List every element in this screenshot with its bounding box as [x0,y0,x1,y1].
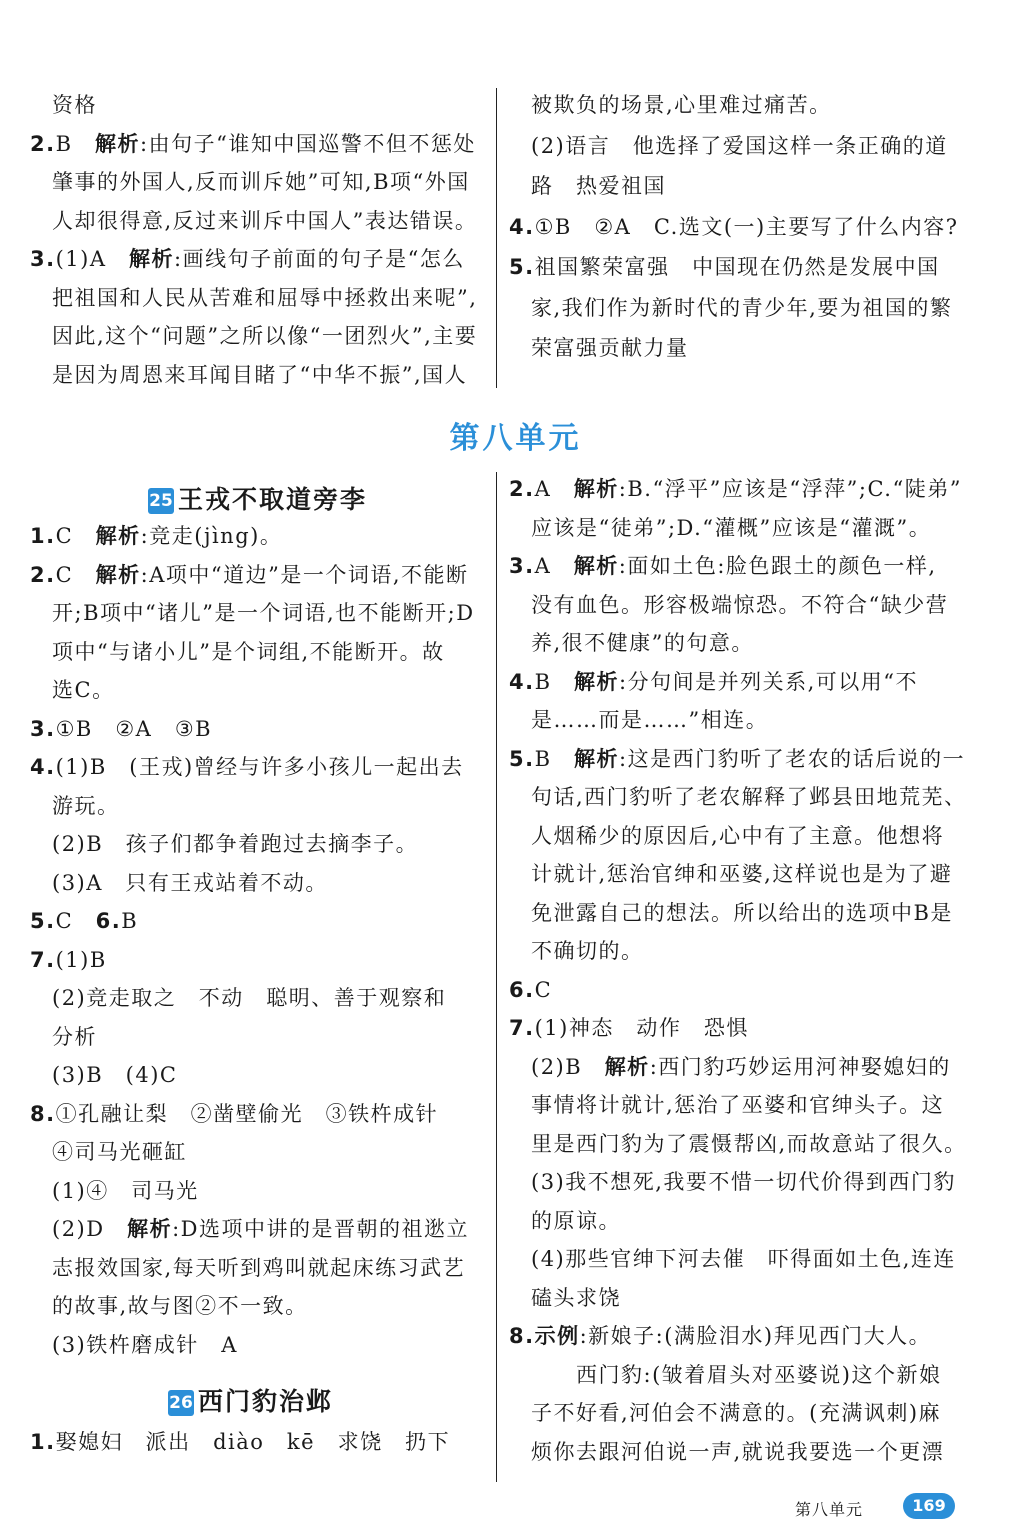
line-text: :由句子“谁知中国巡警不但不惩处 [140,131,476,156]
line-text: :这是西门豹听了老农的话后说的一 [619,746,966,771]
line-text: (2)竞走取之 不动 聪明、善于观察和 [52,986,447,1010]
answer-line [30,906,138,936]
answer-choice: A [534,554,552,578]
question-number: 2. [30,131,56,156]
line-text: :画线句子前面的句子是“怎么 [174,247,465,271]
line-text: ①B ②A C.选文(一)主要写了什么内容? [534,214,959,239]
line-text: 句话,西门豹听了老农解释了邺县田地荒芜、 [531,785,967,809]
answer-choice: B [534,669,552,694]
line-text: 是……而是……”相连。 [531,708,769,732]
line-text: ①孔融让梨 ②凿壁偷光 ③铁杵成针 [55,1101,439,1126]
question-number: 4. [509,669,535,694]
line-text: 肇事的外国人,反而训斥她”可知,B项“外国 [52,170,470,194]
answer-line [30,129,476,159]
answer-line [531,1283,621,1313]
answer-line [509,744,965,774]
answer-line [509,975,552,1005]
line-text: :面如土色:脸色跟土的颜色一样, [618,554,937,578]
line-text: 人烟稀少的原因后,心中有了主意。他想将 [531,823,945,848]
line-text: ①B ②A ③B [55,716,213,741]
answer-line [52,675,115,705]
line-text: ④司马光砸缸 [52,1140,187,1164]
line-text: 志报效国家,每天听到鸡叫就起床练习武艺 [52,1255,466,1280]
analysis-label: 解析 [129,247,175,271]
line-text: 的原谅。 [531,1208,621,1233]
line-text: :西门豹巧妙运用河神娶媳妇的 [649,1054,951,1079]
question-number: 8. [30,1101,56,1126]
line-text: 应该是“徒弟”;D.“灌概”应该是“灌溉”。 [531,515,932,540]
answer-line [531,936,644,966]
answer-line [531,171,666,201]
section-26-title [168,1382,333,1418]
analysis-label: 解析 [574,746,620,771]
analysis-label: 解析 [95,131,141,156]
line-text: :分句间是并列关系,可以用“不 [619,669,919,694]
answer-line [531,628,754,658]
answer-choice: (2)B [531,1054,583,1079]
line-text: :B.“浮平”应该是“浮萍”;C.“陡弟” [618,477,962,501]
footer-unit-label: 第八单元 [795,1500,864,1519]
line-text: 选C。 [52,678,115,702]
page-number-badge: 169 [903,1493,955,1519]
answer-line [509,212,958,242]
answer-line [531,1244,956,1274]
answer-line [509,474,962,504]
analysis-label: 解析 [95,562,141,587]
main-column-divider [496,472,497,1482]
line-text: 被欺负的场景,心里难过痛苦。 [531,93,832,117]
line-text: 养,很不健康”的句意。 [531,631,754,655]
answer-line [531,590,948,620]
answer-line [531,1129,967,1159]
answer-line [52,360,467,390]
line-text: 的故事,故与图②不一致。 [52,1294,308,1318]
answer-line [52,167,470,197]
answer-line [531,1052,951,1082]
question-number: 4. [509,214,535,239]
analysis-label: 解析 [127,1217,173,1241]
analysis-label: 解析 [95,524,141,548]
answer-line [531,1437,944,1467]
answer-line [30,945,107,975]
answer-line [531,1360,941,1390]
question-number: 3. [30,716,56,741]
line-text: 子不好看,河伯会不满意的。(充满讽刺)麻 [531,1401,942,1425]
answer-line [52,637,445,667]
question-number: 3. [509,554,535,578]
answer-line [52,1022,97,1052]
analysis-label: 解析 [573,477,619,501]
answer-line [531,1167,956,1197]
question-number: 7. [30,947,56,972]
line-text: 计就计,惩治官绅和巫婆,这样说也是为了避 [531,862,953,886]
line-text: (3)我不想死,我要不惜一切代价得到西门豹 [531,1170,956,1194]
question-number: 5. [509,255,535,279]
line-text: (2)语言 他选择了爱国这样一条正确的道 [531,133,948,158]
analysis-label: 解析 [604,1054,650,1079]
line-text: 路 热爱祖国 [531,174,666,198]
line-text: (2)B 孩子们都争着跑过去摘李子。 [52,832,419,856]
line-text: (3)A 只有王戎站着不动。 [52,870,328,895]
answer-line [52,598,475,628]
answer-line [52,1137,187,1167]
line-text: 把祖国和人民从苦难和屈辱中拯救出来呢”, [52,285,478,310]
line-text: C [534,977,553,1002]
line-text: 荣富强贡献力量 [531,336,689,360]
answer-line [531,1206,621,1236]
analysis-label: 解析 [573,554,619,578]
answer-line [509,1013,749,1043]
line-text: :竞走(jìng)。 [140,524,283,548]
answer-line [30,521,282,551]
answer-line [30,752,464,782]
answer-line [531,1398,941,1428]
line-text: (1)B (王戎)曾经与许多小孩儿一起出去 [55,755,464,779]
line-text: 里是西门豹为了震慑帮凶,而故意站了很久。 [531,1131,967,1156]
answer-line [52,1291,308,1321]
answer-line [531,859,952,889]
line-text: :A项中“道边”是一个词语,不能断 [140,562,469,587]
section-25-title-text: 王戎不取道旁李 [178,485,368,514]
answer-line [531,90,832,120]
line-text: 游玩。 [52,793,120,818]
question-number: 1. [30,524,56,548]
line-text: 家,我们作为新时代的青少年,要为祖国的繁 [531,295,953,320]
answer-line [509,252,940,282]
answer-line [509,667,918,697]
question-number: 2. [509,477,535,501]
line-text: 项中“与诸小儿”是个词组,不能断开。故 [52,639,445,664]
answer-line [531,293,952,323]
section-26-title-text: 西门豹治邺 [198,1387,334,1416]
answer-line [30,560,469,590]
line-text: (1)B [55,947,107,972]
answer-line [52,1176,199,1206]
line-text: 开;B项中“诸儿”是一个词语,也不能断开;D [52,601,475,625]
section-26-badge: 26 [168,1390,194,1416]
answer-line [531,898,953,928]
answer-line [30,1427,450,1457]
answer-line [52,1253,465,1283]
question-number: 5. [30,909,56,933]
line-text: 免泄露自己的想法。所以给出的选项中B是 [531,900,953,925]
top-column-divider [496,88,497,388]
line-text: 资格 [52,93,97,117]
line-text: 没有血色。形容极端惊恐。不符合“缺少营 [531,592,949,617]
answer-choice: B [534,746,552,771]
line-text: 是因为周恩来耳闻目睹了“中华不振”,国人 [52,362,468,387]
answer-line [531,131,948,161]
answer-line [509,1321,931,1351]
line-text: (1)④ 司马光 [52,1178,199,1203]
line-text: C [55,909,96,933]
line-text: :新娘子:(满脸泪水)拜见西门大人。 [579,1324,932,1348]
line-text: :D选项中讲的是晋朝的祖逖立 [172,1217,470,1241]
line-text: (4)那些官绅下河去催 吓得面如土色,连连 [531,1247,956,1271]
answer-line [52,829,418,859]
answer-line [52,791,120,821]
line-text: 人却很得意,反过来训斥中国人”表达错误。 [52,208,478,233]
question-number: 3. [30,247,56,271]
answer-line [30,1099,438,1129]
question-number: 8. [509,1324,535,1348]
section-25-title [148,480,367,516]
line-text: 不确切的。 [531,939,644,963]
answer-line [30,244,465,274]
analysis-label: 示例 [534,1324,580,1348]
answer-choice: A [534,477,552,501]
answer-line [531,513,931,543]
answer-line [531,782,967,812]
answer-line [52,1330,238,1360]
line-text: 磕头求饶 [531,1285,621,1310]
answer-line [30,714,212,744]
answer-line [52,90,97,120]
line-text: 祖国繁荣富强 中国现在仍然是发展中国 [534,255,940,279]
question-number: 1. [30,1430,56,1454]
answer-choice: B [55,131,73,156]
question-number: 6. [95,909,122,933]
line-text: 因此,这个“问题”之所以像“一团烈火”,主要 [52,324,478,348]
answer-line [531,821,944,851]
line-text: 烦你去跟河伯说一声,就说我要选一个更漂 [531,1439,945,1464]
unit-title: 第八单元 [449,421,582,456]
line-text: 娶媳妇 派出 diào kē 求饶 扔下 [55,1430,451,1454]
answer-line [52,1214,469,1244]
answer-choice: C [55,524,74,548]
answer-line [531,333,689,363]
answer-line [52,868,328,898]
answer-line [52,283,477,313]
section-25-badge: 25 [148,488,174,514]
answer-line [531,705,768,735]
answer-line [531,1090,944,1120]
question-number: 7. [509,1016,535,1040]
answer-line [52,321,477,351]
line-text: 西门豹:(皱着眉头对巫婆说)这个新娘 [531,1362,942,1387]
line-text: 分析 [52,1024,97,1049]
question-number: 5. [509,746,535,771]
question-number: 6. [509,977,535,1002]
answer-line [52,983,446,1013]
analysis-label: 解析 [574,669,620,694]
answer-choice: (1)A [55,247,107,271]
line-text: (3)铁杵磨成针 A [52,1332,238,1357]
line-text: 事情将计就计,惩治了巫婆和官绅头子。这 [531,1093,945,1117]
answer-line [52,1060,178,1090]
line-text: (3)B (4)C [52,1063,178,1087]
question-number: 2. [30,562,56,587]
line-text: B [121,909,139,933]
answer-line [52,206,477,236]
line-text: (1)神态 动作 恐惧 [534,1016,749,1040]
answer-line [509,551,937,581]
answer-choice: C [55,562,74,587]
answer-choice: (2)D [52,1217,105,1241]
question-number: 4. [30,755,56,779]
